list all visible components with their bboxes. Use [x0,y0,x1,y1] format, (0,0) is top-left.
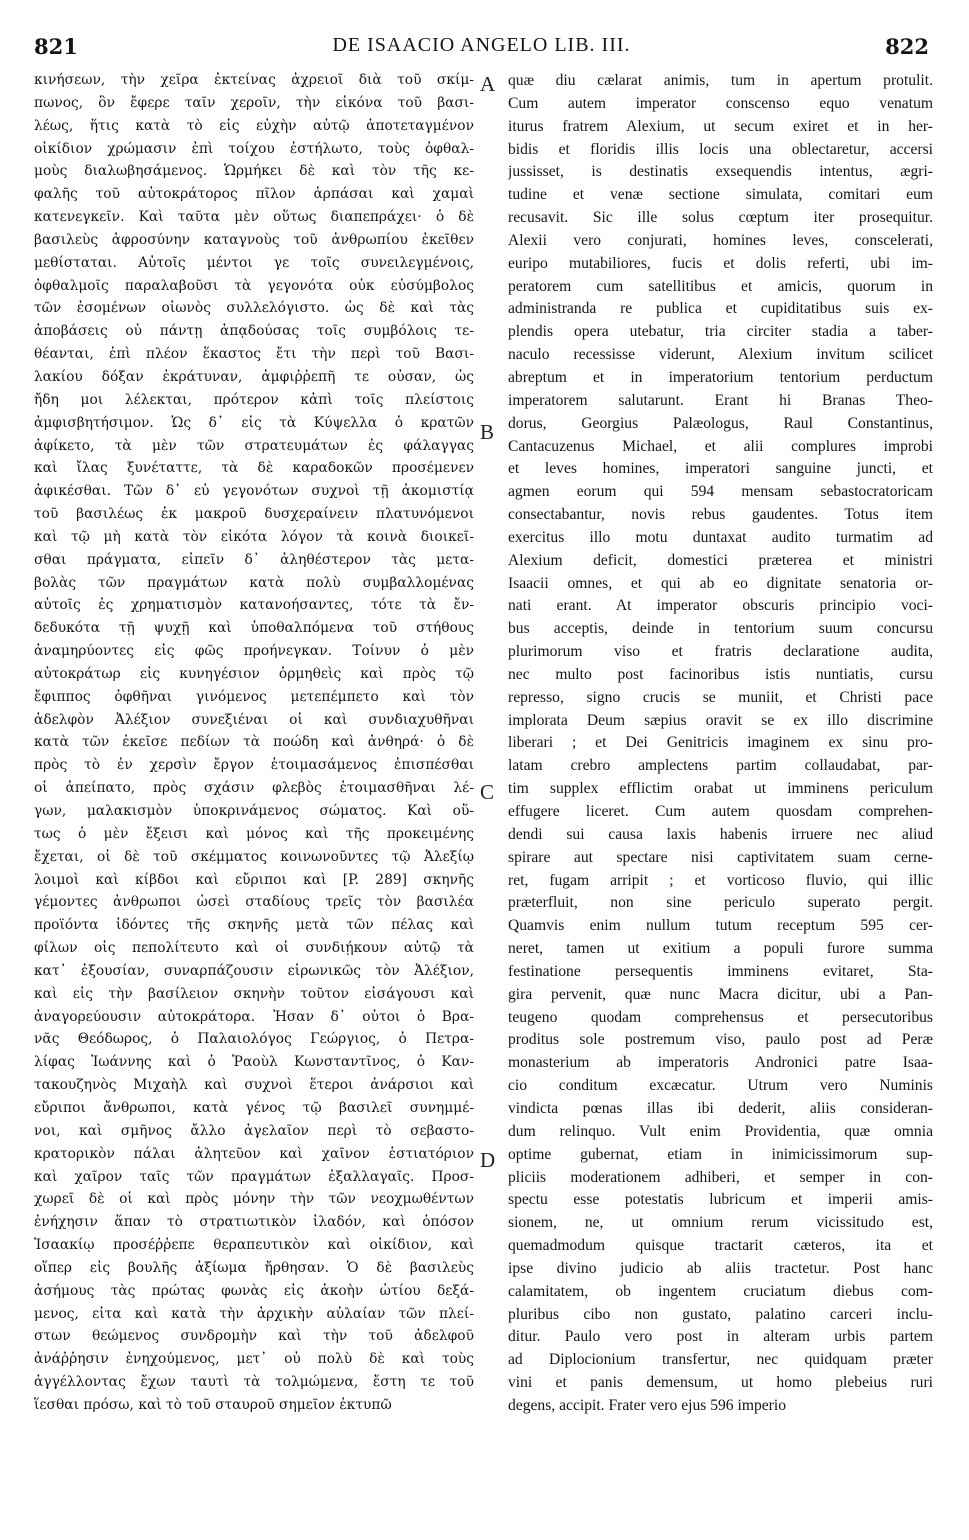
latin-text-line: latam crebro amplectens partim collaudabat, par- [508,757,933,775]
latin-text-line: cio conditum excæcatur. Utrum vero Numinis [508,1077,933,1095]
greek-text-line: ἀμφισβητήσιμον. Ὡς δ᾿ εἰς τὰ Κύψελλα ὁ κρατῶν [34,414,474,431]
latin-text-line: iturus fratrem Alexium, ut secum exiret et in her- [508,117,933,135]
latin-text-line: ret, fugam arripit ; et vorticoso fluvio, qui illic [508,871,933,889]
greek-text-line: εὔριποι ἄνθρωποι, κατὰ γένος τῷ βασιλεῖ συνημμέ- [34,1099,474,1116]
greek-text-line: τως ὁ μὲν ἔξεισι καὶ μόνος καὶ τῆς προκειμένης [34,825,474,842]
greek-text-line: νοι, καὶ σμῆνος ἄλλο ἀγελαῖον περὶ τὸ σεβαστο- [34,1122,474,1139]
greek-text-line: καὶ τῷ μὴ κατὰ τὸν εἰκότα λόγον τὰ κοινὰ διοικεῖ- [34,528,474,545]
greek-text-line: ἀδελφὸν Ἀλέξιον συνεξιέναι οἱ καὶ συνδιαχυθῆναι [34,711,474,728]
greek-text-line: σθαι πράγματα, εἰπεῖν δ᾿ ἀληθέστερον τὰς μετα- [34,551,474,568]
latin-text-line: plendis opera utebatur, tria circiter stadia a taber- [508,323,933,341]
latin-text-line: præterfluit, non sine periculo superato pergit. [508,894,933,912]
greek-text-line: ἀναμηρύοντες εἰς φῶς προήνεγκαν. Τοίνυν ὁ μὲν [34,643,474,660]
latin-text-line: agmen eorum qui 594 mensam sebastocratoricam [508,483,933,501]
greek-text-line: καὶ εἰς τὴν βασίλειον σκηνὴν τοῦτον εἰσάγουσι καὶ [34,985,474,1002]
greek-text-line: μεθίσταται. Αὐτοῖς μέντοι γε τοῖς συνειλεγμένοις, [34,254,474,271]
latin-column [508,72,933,1420]
greek-text-line: δεδυκότα τῇ ψυχῇ καὶ ὑποθαλπόμενα τοῦ στήθους [34,620,474,637]
greek-text-line: τακουζηνὸς Μιχαὴλ καὶ συχνοὶ ἕτεροι ἀνάρσιοι καὶ [34,1077,474,1094]
greek-text-line: ἀποβάσεις οὐ πάντῃ ἀπᾳδούσας τοῖς συμβόλοις τε- [34,323,474,340]
latin-text-line: plurimorum viso et fratris declaratione audita, [508,643,933,661]
greek-text-line: κατ᾿ ἐξουσίαν, συναρπάζουσιν εἰρωνικῶς τὸν Ἀλέξιον, [34,962,474,979]
greek-text-line: ἀσήμους τὰς πρώτας φωνὰς εἰς ἀκοὴν ὠτίου δεξά- [34,1282,474,1299]
latin-text-line: implorata Deum sæpius oravit se ex illo discrimine [508,711,933,729]
greek-text-line: ἀναγορεύουσιν αὐτοκράτορα. Ἦσαν δ᾿ οὗτοι ὁ Βρα- [34,1008,474,1025]
latin-text-line: Quamvis enim nullum tutum receptum 595 cer- [508,917,933,935]
latin-text-line: imperatorem salutarunt. Erant hi Branas Theo- [508,391,933,409]
greek-text-line: Ἰσαακίῳ προσέῤῥεπε θεραπευτικὸν καὶ οἰκίδιον, καὶ [34,1237,474,1254]
greek-text-line: νᾶς Θεόδωρος, ὁ Παλαιολόγος Γεώργιος, ὁ Πετρα- [34,1031,474,1048]
greek-text-line: κινήσεων, τὴν χεῖρα ἐκτείνας ἀχρειοῖ διὰ τοῦ σκίμ- [34,72,474,88]
greek-text-line: λέως, ἥτις κατὰ τὸ εἰς εὐχὴν αὐτῷ ἀποτεταγμένον [34,117,474,134]
latin-text-line: gira pervenit, quæ nunc Macra dicitur, ubi a Pan- [508,985,933,1003]
greek-text-line: ἔφιππος ὀφθῆναι γινόμενος μετεπέμπετο καὶ τὸν [34,688,474,705]
latin-text-line: Cum autem imperator conscenso equo venatum [508,94,933,112]
latin-text-line: represso, signo crucis se muniit, et Christi pace [508,688,933,706]
greek-text-line: τῶν ἐσομένων οἰωνὸς συλλελόγιστο. ὡς δὲ καὶ τὰς [34,300,474,317]
greek-text-line: ἀφικέσθαι. Τῶν δ᾿ εὖ γεγονότων συχνοὶ τῇ ἀκομιστίᾳ [34,483,474,500]
latin-text-line: dendi sui causa laxis habenis irruere nec aliud [508,825,933,843]
margin-letter-b: B [480,420,495,444]
latin-text-line: bidis et floridis illis locis una oblectaretur, accersi [508,140,933,158]
greek-text-line: κατὰ τῶν ἐκεῖσε πεδίων τὰ ποώδη καὶ ἀνθηρά· ὁ δὲ [34,734,474,751]
running-title: DE ISAACIO ANGELO LIB. III. [332,34,631,56]
greek-text-line: μοὺς διαλωβησάμενος. Ὡρμήκει δὲ καὶ τὸν τῆς κε- [34,163,474,180]
latin-text-line: naculo recessisse viderunt, Alexium invitum scilicet [508,346,933,364]
greek-column [34,72,474,1420]
latin-text-line: ditur. Paulo vero post in alteram urbis partem [508,1328,933,1346]
greek-text-line: ὀφθαλμοῖς παραλαβοῦσι τὰ γεγονότα οὐκ εὐσύμβολος [34,277,474,294]
greek-text-line: κατενεγκεῖν. Καὶ ταῦτα μὲν οὕτως διαπεπράχει· ὁ δὲ [34,209,474,226]
greek-text-line: ἵεσθαι πρόσω, καὶ τὸ τοῦ σταυροῦ σημεῖον ἐκτυπῶ [34,1396,392,1413]
latin-text-line: administranda re publica et cupiditatibus suis ex- [508,300,933,318]
greek-text-line: φίλων οἷς πεπολίτευτο καὶ οἱ συνδιῄκουν αὐτῷ τὰ [34,940,474,957]
right-page-number: 822 [885,34,929,59]
margin-letter-c: C [480,780,495,804]
latin-text-line: teugeno quodam comprehensus et persecutoribus [508,1008,933,1026]
latin-text-line: quemadmodum quisque tractarit cæteros, ita et [508,1237,933,1255]
latin-text-line: peratorem cum satellitibus et amicis, quorum in [508,277,933,295]
latin-text-line: consectabantur, novis rebus gaudentes. Totus item [508,506,933,524]
page-header [34,14,929,59]
greek-text-line: λίφας Ἰωάννης καὶ ὁ Ῥαοὺλ Κωνσταντῖνος, ὁ Καν- [34,1054,474,1071]
greek-text-line: γων, μαλακισμὸν ὑποκρινάμενος σώματος. Καὶ οὕ- [34,803,474,819]
latin-text-line: degens, accipit. Frater vero ejus 596 imperio [508,1396,786,1414]
greek-text-line: τοῦ βασιλέως ἐκ μακροῦ δυσχεραίνειν πλατυνόμενοι [34,506,474,523]
greek-text-line: γέμοντες ἀνθρωποι ὡσεὶ σταδίους τρεῖς τὸν βασιλέα [34,894,474,911]
latin-text-line: exercitus illo motu duntaxat audito turmatim ad [508,528,933,546]
latin-text-line: monasterium ab imperatoris Andronici patre Isaa- [508,1054,933,1072]
greek-text-line: αὐτοῖς ἐς χρηματισμὸν κατανοήσαντες, τότε τὰ ἔν- [34,597,474,614]
greek-text-line: κρατορικὸν πάλαι ἀλητεῦον καὶ χαῖνον ἑστιατόριον [34,1145,474,1162]
latin-text-line: proditus sole postremum viso, paulo post ad Peræ [508,1031,933,1049]
latin-text-line: Isaacii omnes, et qui ab eo dignitate senatoria or- [508,574,933,592]
greek-text-line: πρὸς τὸ ἐν χερσὶν ἔργον ἑτοιμασάμενος ἐπισπέσθαι [34,757,474,774]
latin-text-line: Alexium deficit, domestici præterea et ministri [508,551,933,569]
greek-text-line: προϊόντα ἰδόντες τῆς σκηνῆς μετὰ τῶν πέλας καὶ [34,917,474,934]
latin-text-line: dum relinquo. Vult enim Providentia, quæ omnia [508,1122,933,1140]
latin-text-line: spectu esse potestatis lubricum et imperii amis- [508,1191,933,1209]
greek-text-line: ἔχεται, οἱ δὲ τοῦ σκέμματος κοινωνοῦντες τῷ Ἀλεξίῳ [34,848,474,865]
latin-text-line: nec multo post facinoribus istis nuntiatis, cursu [508,665,933,683]
greek-text-line: καὶ χαῖρον ταῖς τῶν πραγμάτων ἐξαλλαγαῖς. Προσ- [34,1168,474,1185]
latin-text-line: liberari ; et Dei Genitricis imaginem ex sinu pro- [508,734,933,752]
latin-text-line: et leves homines, imperatori sanguine juncti, et [508,460,933,478]
latin-text-line: effugere liceret. Cum autem quosdam comprehen- [508,803,933,820]
greek-text-line: ἀγγέλλοντας ἔχων ταυτὶ τὰ τολμώμενα, ἔστη τε τοῦ [34,1374,474,1391]
latin-text-line: nati erant. At imperator obscuris principio voci- [508,597,933,615]
greek-text-line: στων θεώμενος συνδρομὴν καὶ τὴν τοῦ ἀδελφοῦ [34,1328,474,1345]
greek-text-line: οἵπερ εἰς βουλῆς ἀξίωμα ἤρθησαν. Ὁ δὲ βασιλεὺς [34,1259,474,1276]
greek-text-line: καὶ ἴλας ξυνέταττε, τὰ δὲ καραδοκῶν προσέμενεν [34,460,474,477]
greek-text-line: βασιλεὺς ἀφροσύνην καταγνοὺς τοῦ ἀνθρωπίου ἐκεῖθεν [34,231,474,248]
latin-text-line: recusavit. Sic ille solus cœptum iter prosequitur. [508,209,933,227]
greek-text-line: ἤδη μοι λέλεκται, πρότερον κἀπὶ τοῖς πλείστοις [34,391,474,408]
latin-text-line: quæ diu cælarat animis, tum in apertum protulit. [508,72,933,89]
greek-text-line: ἀνάῤῥησιν ἐνηχούμενος, μετ᾿ οὐ πολὺ δὲ καὶ τοὺς [34,1351,474,1368]
greek-text-line: μενος, εἶτα καὶ κατὰ τὴν ἀρχικὴν αὐλαίαν τῶν πλεί- [34,1305,474,1322]
left-page-number: 821 [34,34,78,59]
latin-text-line: optime gubernat, etiam in inimicissimorum sup- [508,1145,933,1163]
margin-letter-d: D [480,1148,496,1172]
latin-text-line: ipse divino judicio ab aliis tractetur. Post hanc [508,1259,933,1277]
margin-letter-a: A [480,72,496,96]
latin-text-line: tudine et venæ sectione simulata, comitari eum [508,186,933,204]
greek-text-line: λοιμοὶ καὶ κίβδοι καὶ εὔριποι καὶ [P. 289] σκηνῆς [34,871,474,888]
latin-text-line: vini et panis demensum, ut homo plebeius ruri [508,1374,933,1392]
latin-text-line: pluribus cibo non gustato, palatino carceri inclu- [508,1305,933,1323]
greek-text-line: φαλῆς τοῦ αὐτοκράτορος πῖλον ἁρπάσαι καὶ χαμαὶ [34,186,474,203]
latin-text-line: sionem, ne, ut omnium rerum vicissitudo est, [508,1214,933,1232]
greek-text-line: βολὰς τῶν πραγμάτων κατὰ πολὺ συμβαλλομένας [34,574,474,591]
greek-text-line: λακίου δόξαν ἐκράτυναν, ἀμφιῤῥεπῆ τε οὖσαν, ὡς [34,368,474,385]
latin-text-line: euripo mutabiliores, fucis et dolis referti, ubi im- [508,254,933,272]
latin-text-line: Cantacuzenus Michael, et alii complures improbi [508,437,933,455]
greek-text-line: οἱ ἀπείπατο, πρὸς σχάσιν φλεβὸς ἑτοιμασθῆναι λέ- [34,780,474,797]
greek-text-line: ἀφίκετο, τὰ μὲν τῶν στρατευμάτων ἐς φάλαγγας [34,437,474,454]
latin-text-line: dorus, Georgius Palæologus, Raul Constantinus, [508,414,933,432]
latin-text-line: neret, tamen ut exitium a populi furore summa [508,940,933,958]
latin-text-line: jussisset, is destinatis exsequendis intentus, ægri- [508,163,933,181]
greek-text-line: αὐτοκράτωρ εἰς κυνηγέσιον ὁρμηθεὶς καὶ πρὸς τῷ [34,665,474,682]
latin-text-line: Alexii vero conjurati, homines leves, conscelerati, [508,231,933,249]
latin-text-line: festinatione persequentis imminens evitaret, Sta- [508,962,933,980]
latin-text-line: tim supplex efflictim orabat ut imminens periculum [508,780,933,798]
latin-text-line: ad Diplocionium transfertur, nec quidquam præter [508,1351,933,1369]
greek-text-line: θέανται, ἐπὶ πλέον ἕκαστος ἔτι τὴν περὶ τοῦ Βασι- [34,346,474,363]
greek-text-line: ἐνήχησιν ἅπαν τὸ στρατιωτικὸν ἰλαδόν, καὶ ὁπόσον [34,1214,474,1231]
latin-text-line: bus acceptis, deinde in tentorium suum concursu [508,620,933,638]
latin-text-line: spirare aut spectare nisi captivitatem suam cerne- [508,848,933,866]
latin-text-line: vindicta pœnas illas ibi dederit, aliis consideran- [508,1099,933,1117]
greek-text-line: χωρεῖ δὲ οἱ καὶ πρὸς μόνην τὴν τῶν νεοχμωθέντων [34,1191,474,1208]
latin-text-line: pliciis moderationem adhiberi, et semper in con- [508,1168,933,1186]
greek-text-line: πωνος, ὃν ἔφερε ταῖν χεροῖν, τὴν εἰκόνα τοῦ βασι- [34,94,474,111]
greek-text-line: οἰκίδιον χρώμασιν ἐπὶ τοίχου ἐστήλωτο, τοὺς ὀφθαλ- [34,140,474,157]
latin-text-line: calamitatem, ob ingentem cruciatum diebus com- [508,1282,933,1300]
latin-text-line: abreptum et in imperatorium tentorium perductum [508,368,933,386]
